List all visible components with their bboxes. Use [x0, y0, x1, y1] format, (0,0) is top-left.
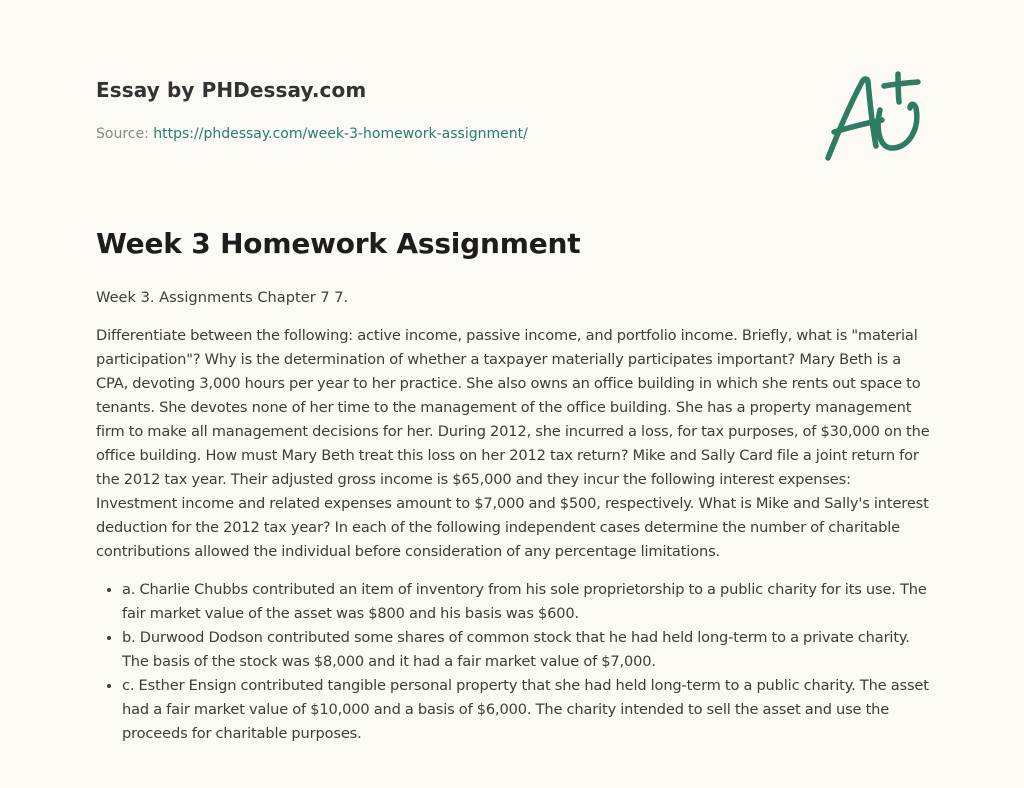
list-item: • c. Esther Ensign contributed tangible personal property that she had held long-term to a public charity. The asset had a fair market value of $10,000 and a basis of $6,000. The charity intended to sell the asset and use the proceeds for charitable purposes. [122, 674, 932, 746]
source-line [96, 124, 796, 144]
a-plus-grade-icon [822, 68, 930, 164]
source-link[interactable]: https://phdessay.com/week-3-homework-assignment/ [153, 126, 528, 142]
site-title: Essay by PHDessay.com [96, 78, 367, 102]
article [96, 224, 932, 746]
body-paragraph: Differentiate between the following: active income, passive income, and portfolio income. Briefly, what is "material participation"? Why is the determination of whether a taxpayer materially participates important? Mary Beth is a CPA, devoting 3,000 hours per year to her practice. She also owns an office building in which she rents out space to tenants. She devotes none of her time to the management of the office building. She has a property management firm to make all management decisions for her. During 2012, she incurred a loss, for tax purposes, of $30,000 on the office building. How must Mary Beth treat this loss on her 2012 tax return? Mike and Sally Card file a joint return for the 2012 tax year. Their adjusted gross income is $65,000 and they incur the following interest expenses: Investment income and related expenses amount to $7,000 and $500, respectively. What is Mike and Sally's interest deduction for the 2012 tax year? In each of the following independent cases determine the number of charitable contributions allowed the individual before consideration of any percentage limitations. [96, 327, 930, 560]
case-list [96, 578, 932, 746]
page-title: Week 3 Homework Assignment [96, 227, 581, 260]
source-label: Source: [96, 126, 149, 142]
site-header [96, 76, 796, 144]
list-item: • a. Charlie Chubbs contributed an item of inventory from his sole proprietorship to a public charity for its use. The fair market value of the asset was $800 and his basis was $600. [122, 578, 932, 626]
list-item: • b. Durwood Dodson contributed some shares of common stock that he had held long-term to a private charity. The basis of the stock was $8,000 and it had a fair market value of $7,000. [122, 626, 932, 674]
intro-paragraph: Week 3. Assignments Chapter 7 7. [96, 289, 349, 306]
